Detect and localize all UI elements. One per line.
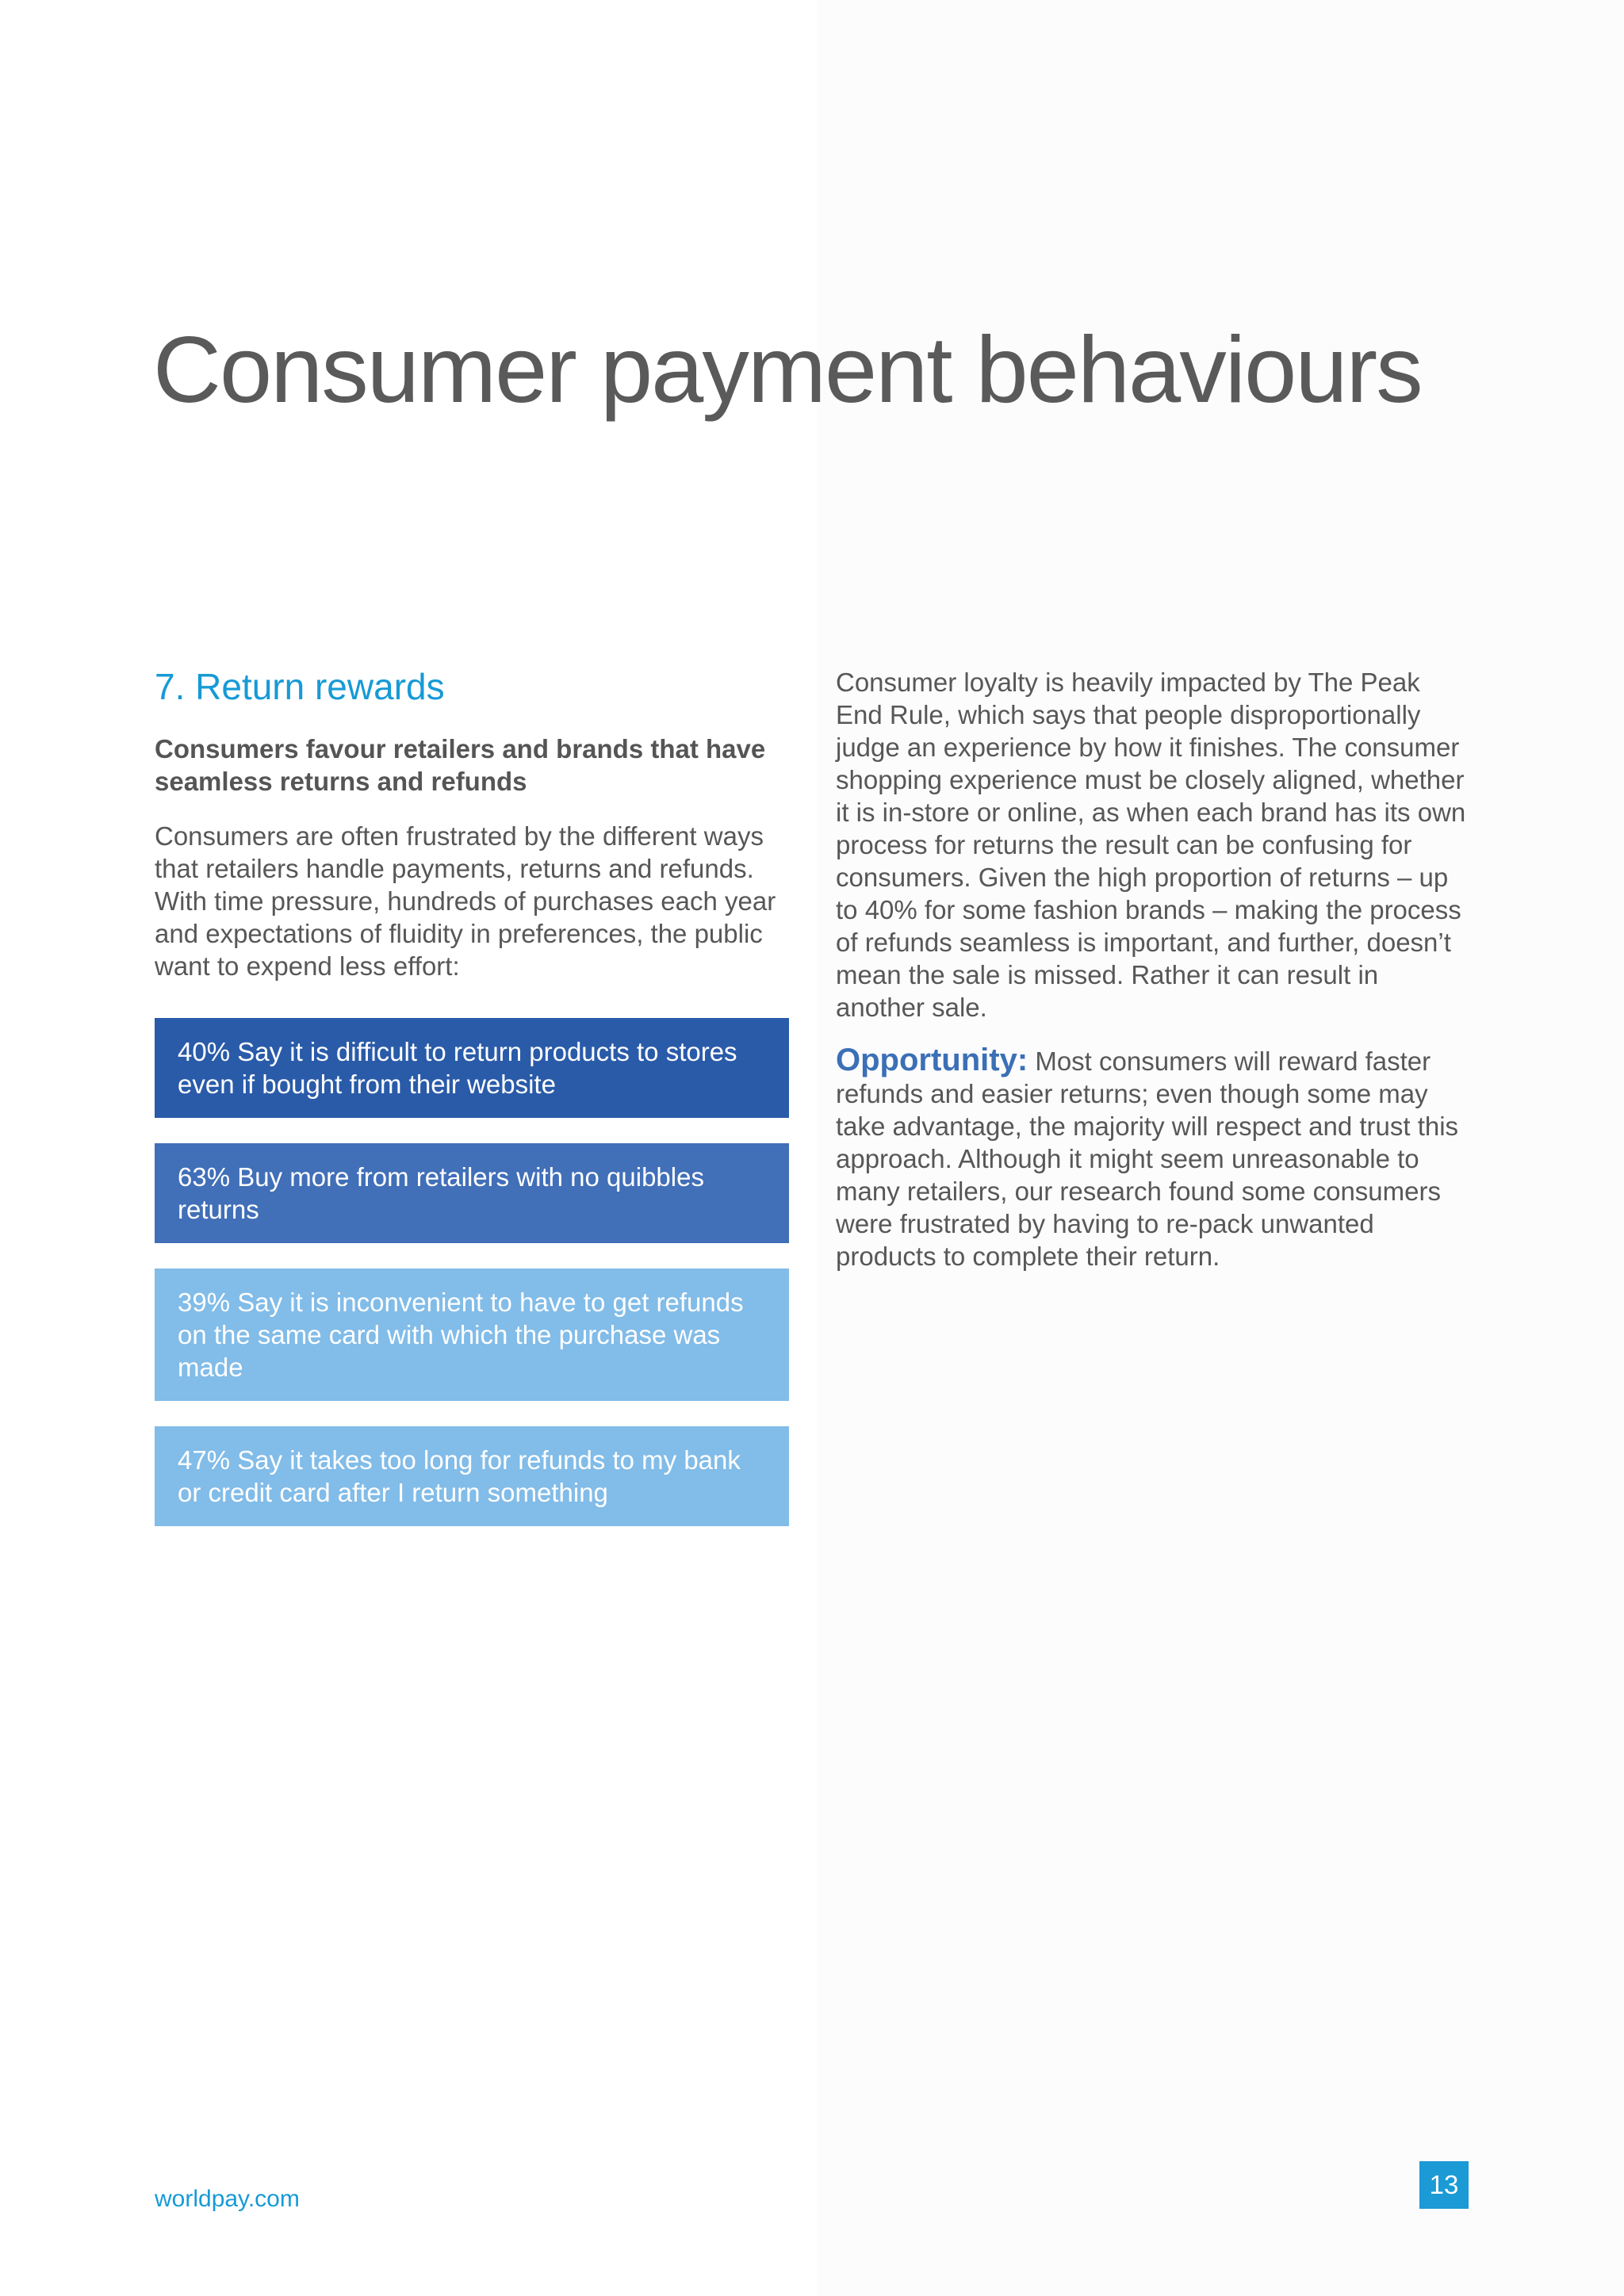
stat-box: [155, 1269, 789, 1401]
right-column: [836, 666, 1470, 1272]
body-paragraph: Consumer loyalty is heavily impacted by The Peak End Rule, which says that people disproportionally judge an experience by how it finishes. The consumer shopping experience must be closely aligned, whether it is in-store or online, as when each brand has its own process for returns the result can be confusing for consumers. Given the high proportion of returns – up to 40% for some fashion brands – making the process of refunds seamless is important, and further, doesn’t mean the sale is missed. Rather it can result in another sale.: [836, 668, 1466, 1022]
opportunity-label: Opportunity:: [836, 1043, 1028, 1077]
section-subheading: Consumers favour retailers and brands that have seamless returns and refunds: [155, 734, 766, 796]
opportunity-paragraph: [836, 1044, 1470, 1272]
section-heading: 7. Return rewards: [155, 666, 445, 707]
stat-box: [155, 1143, 789, 1243]
stat-text: 40% Say it is difficult to return products to stores even if bought from their website: [178, 1037, 737, 1099]
stat-box: [155, 1018, 789, 1118]
stat-text: 63% Buy more from retailers with no quibbles returns: [178, 1162, 704, 1224]
stat-text: 39% Say it is inconvenient to have to get refunds on the same card with which the purchase was made: [178, 1288, 744, 1382]
page-number-badge: 13: [1419, 2161, 1469, 2209]
intro-paragraph: Consumers are often frustrated by the different ways that retailers handle payments, returns and refunds. With time pressure, hundreds of purchases each year and expectations of fluidity in preferences, the public want to expend less effort:: [155, 821, 776, 981]
stat-box: [155, 1426, 789, 1526]
opportunity-text: Most consumers will reward faster refunds and easier returns; even though some may take advantage, the majority will respect and trust this approach. Although it might seem unreasonable to many retailers, our research found some consumers were frustrated by having to re-pack unwanted products to complete their return.: [836, 1047, 1459, 1271]
page-title: Consumer payment behaviours: [153, 317, 1422, 423]
footer-link[interactable]: worldpay.com: [155, 2186, 300, 2212]
stat-text: 47% Say it takes too long for refunds to my bank or credit card after I return something: [178, 1445, 741, 1507]
stat-list: [155, 1018, 789, 1526]
left-column: [155, 663, 789, 1552]
